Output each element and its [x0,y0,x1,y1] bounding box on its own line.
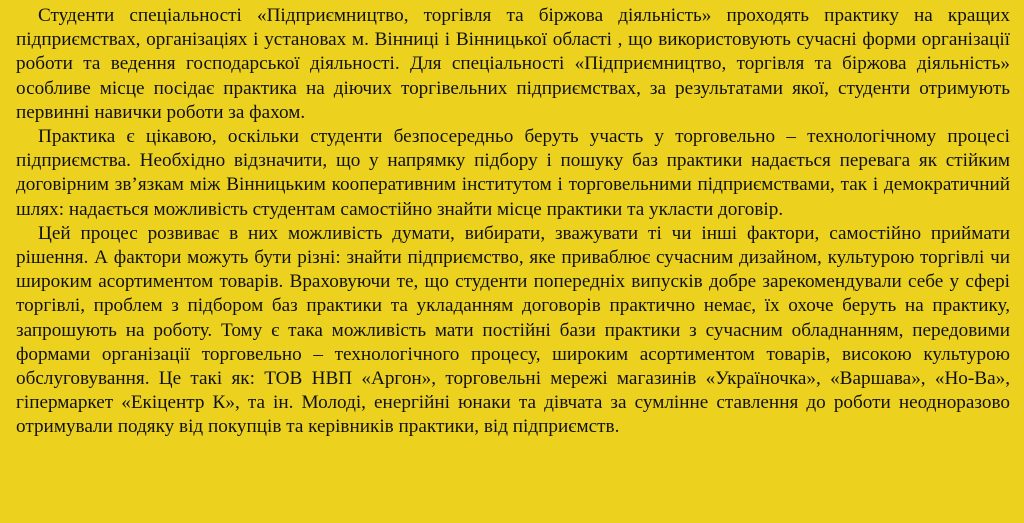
paragraph-1: Студенти спеціальності «Підприємництво, торгівля та біржова діяльність» проходять практику на кращих підприємствах, організаціях і установах м. Вінниці і Вінницької області , що використовують сучасні форми організації роботи та ведення господарської діяльності. Для спеціальності «Підприємництво, торгівля та біржова діяльність» особливе місце посідає практика на діючих торгівельних підприємствах, за результатами якої, студенти отримують первинні навички роботи за фахом. [16,5,1010,123]
paragraph-3: Цей процес розвиває в них можливість думати, вибирати, зважувати ті чи інші фактори, самостійно приймати рішення. А фактори можуть бути різні: знайти підприємство, яке приваблює сучасним дизайном, культурою торгівлі чи широким асортиментом товарів. Враховуючи те, що студенти попередніх випусків добре зарекомендували себе у сфері торгівлі, проблем з підбором баз практики та укладанням договорів практично немає, їх охоче беруть на практику, запрошують на роботу. Тому є така можливість мати постійні бази практики з сучасним обладнанням, передовими формами організації торговельно – технологічного процесу, широким асортиментом товарів, високою культурою обслуговування. Це такі як: ТОВ НВП «Аргон», торговельні мережі магазинів «Україночка», «Варшава», «Но-Ва», гіпермаркет «Екіцентр К», та ін. Молоді, енергійні юнаки та дівчата за сумлінне ставлення до роботи неодноразово отримували подяку від покупців та керівників практики, від підприємств. [16,222,1010,438]
paragraph-2: Практика є цікавою, оскільки студенти безпосередньо беруть участь у торговельно – технологічному процесі підприємства. Необхідно відзначити, що у напрямку підбору і пошуку баз практики надається перевага як стійким договірним зв’язкам між Вінницьким кооперативним інститутом і торговельними підприємствами, так і демократичний шлях: надається можливість студентам самостійно знайти місце практики та укласти договір. [16,126,1010,220]
